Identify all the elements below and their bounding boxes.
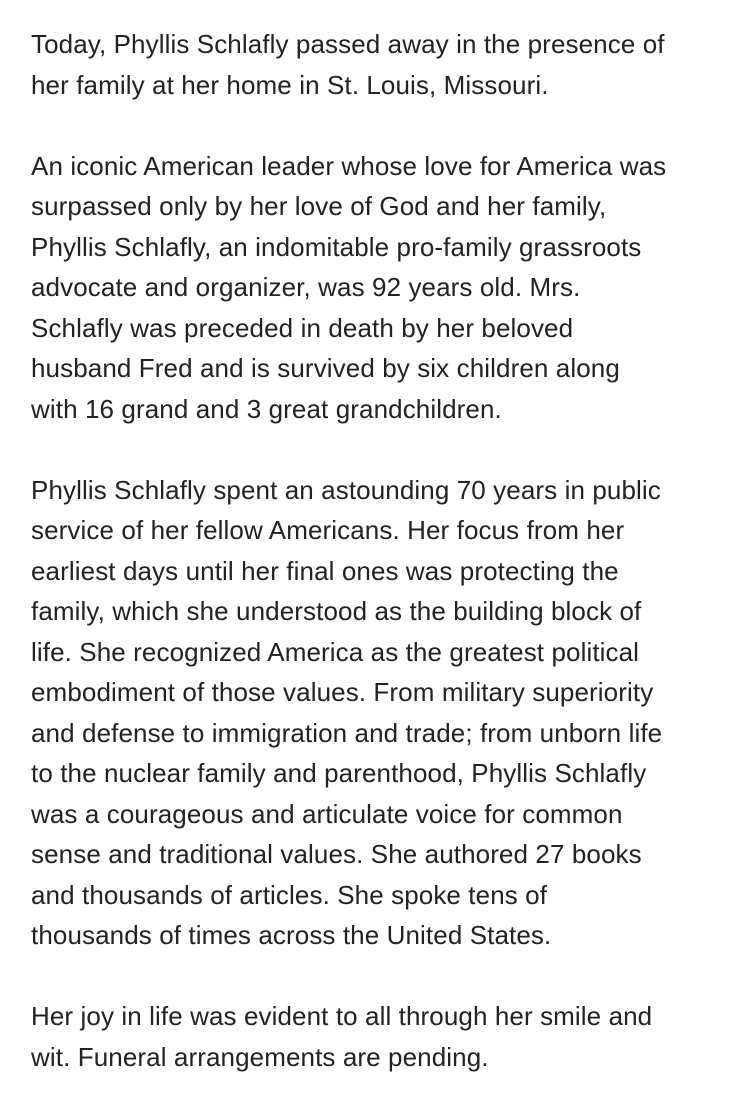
paragraph-public-service	[31, 470, 731, 956]
text-line: thousands of times across the United States.	[31, 920, 552, 950]
text-line: earliest days until her final ones was protecting the	[31, 555, 619, 586]
text-line: and defense to immigration and trade; from unborn life	[31, 717, 663, 748]
text-line: to the nuclear family and parenthood, Phyllis Schlafly	[31, 758, 647, 788]
text-line: her family at her home in St. Louis, Missouri.	[31, 69, 549, 100]
text-line: advocate and organizer, was 92 years old. Mrs.	[31, 272, 581, 302]
text-line: family, which she understood as the building block of	[31, 596, 642, 626]
statement-body	[31, 24, 731, 1077]
text-line: Today, Phyllis Schlafly passed away in the presence of	[31, 29, 665, 59]
text-line: service of her fellow Americans. Her focus from her	[31, 515, 625, 545]
text-line: wit. Funeral arrangements are pending.	[31, 1041, 489, 1072]
text-line: was a courageous and articulate voice for common	[31, 798, 623, 829]
text-line: Schlafly was preceded in death by her beloved	[31, 312, 574, 343]
text-line: with 16 grand and 3 great grandchildren.	[31, 393, 502, 424]
paragraph-announcement	[31, 24, 731, 105]
text-line: sense and traditional values. She authored 27 books	[31, 839, 642, 869]
paragraph-closing	[31, 996, 731, 1077]
text-line: Phyllis Schlafly spent an astounding 70 years in public	[31, 474, 661, 505]
text-line: life. She recognized America as the greatest political	[31, 636, 640, 667]
paragraph-biography	[31, 146, 731, 430]
text-line: Phyllis Schlafly, an indomitable pro-family grassroots	[31, 231, 642, 262]
text-line: surpassed only by her love of God and her family,	[31, 191, 607, 221]
text-line: and thousands of articles. She spoke tens of	[31, 879, 548, 910]
text-line: Her joy in life was evident to all through her smile and	[31, 1001, 653, 1031]
text-line: An iconic American leader whose love for America was	[31, 150, 667, 181]
text-line: embodiment of those values. From military superiority	[31, 677, 654, 707]
text-line: husband Fred and is survived by six children along	[31, 353, 620, 383]
